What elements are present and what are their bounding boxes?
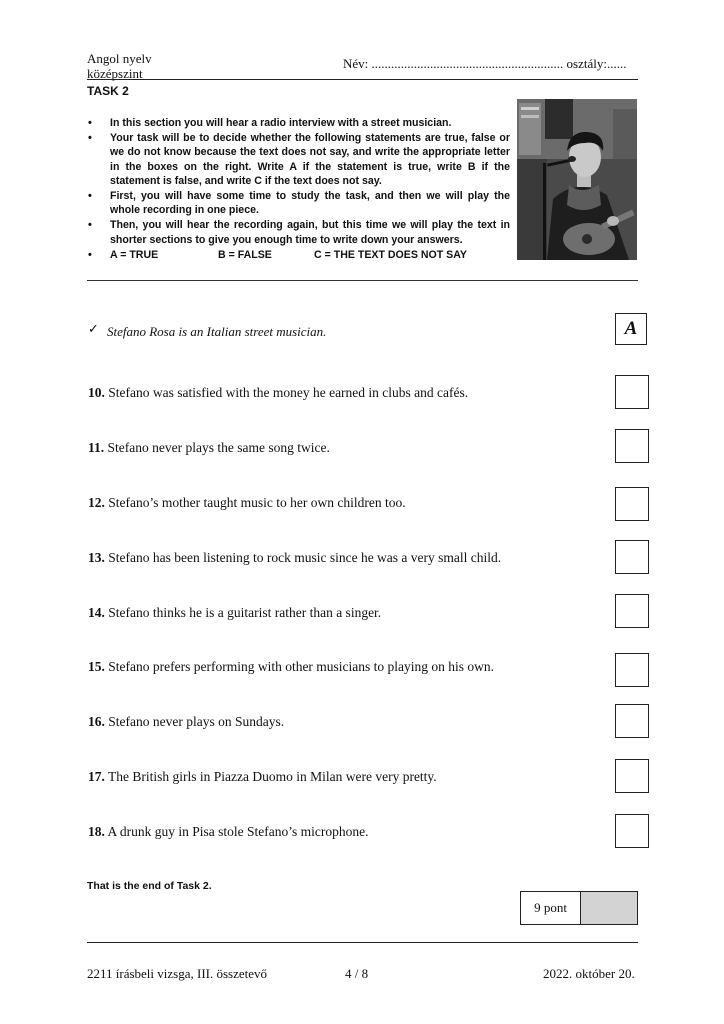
instruction-text: Your task will be to decide whether the following statements are true, false or we do not know because the text does not say, and write the appropriate letter in the boxes on the right. Write A if the statement is true, write B if the statement is false, and write C if the text does not say. — [110, 132, 510, 187]
legend-not-say: C = THE TEXT DOES NOT SAY — [314, 248, 467, 261]
example-answer-box: A — [615, 313, 647, 345]
question-text: Stefano has been listening to rock music since he was a very small child. — [104, 550, 502, 565]
question-10 — [88, 385, 468, 401]
question-text: A drunk guy in Pisa stole Stefano’s microphone. — [104, 824, 369, 839]
answer-box-15[interactable] — [615, 653, 649, 687]
answer-box-12[interactable] — [615, 487, 649, 521]
instructions-list — [88, 116, 510, 263]
question-number: 12. — [88, 495, 105, 510]
question-number: 16. — [88, 714, 105, 729]
instruction-text: Then, you will hear the recording again, but this time we will play the text in shorter sections to give you enough time to write down your answers. — [110, 219, 510, 246]
subject-label — [87, 51, 152, 81]
instruction-item — [88, 218, 510, 246]
answer-box-13[interactable] — [615, 540, 649, 574]
subject-line-2: középszint — [87, 66, 143, 81]
question-number: 17. — [88, 769, 105, 784]
task-title: TASK 2 — [87, 84, 129, 98]
answer-box-14[interactable] — [615, 594, 649, 628]
question-text: Stefano’s mother taught music to her own children too. — [104, 495, 406, 510]
question-number: 13. — [88, 550, 105, 565]
question-number: 18. — [88, 824, 105, 839]
score-box — [520, 891, 638, 925]
question-12 — [88, 495, 406, 511]
score-entry-cell[interactable] — [581, 892, 637, 924]
question-text: Stefano was satisfied with the money he earned in clubs and cafés. — [104, 385, 469, 400]
street-musician-photo — [517, 99, 637, 260]
answer-box-17[interactable] — [615, 759, 649, 793]
question-number: 14. — [88, 605, 105, 620]
question-text: Stefano thinks he is a guitarist rather than a singer. — [104, 605, 382, 620]
instruction-text: First, you will have some time to study the task, and then we will play the whole recording in one piece. — [110, 190, 510, 217]
end-of-task-text: That is the end of Task 2. — [87, 880, 212, 892]
instruction-text: In this section you will hear a radio interview with a street musician. — [110, 117, 452, 129]
answer-box-18[interactable] — [615, 814, 649, 848]
instruction-item — [88, 131, 510, 188]
score-label: 9 pont — [521, 892, 581, 924]
question-17 — [88, 769, 437, 785]
answer-legend — [88, 248, 510, 262]
header-divider — [87, 79, 638, 80]
question-18 — [88, 824, 368, 840]
footer-page-number: 4 / 8 — [345, 966, 369, 981]
question-number: 10. — [88, 385, 105, 400]
answer-box-11[interactable] — [615, 429, 649, 463]
question-15 — [88, 659, 494, 675]
instruction-item — [88, 189, 510, 217]
answer-box-10[interactable] — [615, 375, 649, 409]
legend-true: • A = TRUE — [110, 248, 159, 261]
section-divider — [87, 280, 638, 281]
answer-box-16[interactable] — [615, 704, 649, 738]
legend-false: B = FALSE — [218, 248, 272, 261]
question-number: 11. — [88, 440, 105, 455]
question-text: The British girls in Piazza Duomo in Milan were very pretty. — [104, 769, 437, 784]
question-11 — [88, 440, 330, 456]
instruction-item — [88, 116, 510, 130]
footer-exam-code: 2211 írásbeli vizsga, III. összetevő — [87, 966, 268, 981]
question-text: Stefano never plays on Sundays. — [104, 714, 285, 729]
footer-date: 2022. október 20. — [543, 966, 635, 981]
question-text: Stefano never plays the same song twice. — [104, 440, 330, 455]
question-text: Stefano prefers performing with other musicians to playing on his own. — [104, 659, 495, 674]
subject-line-1: Angol nyelv — [87, 51, 152, 66]
question-13 — [88, 550, 501, 566]
footer-divider — [87, 942, 638, 943]
example-statement: Stefano Rosa is an Italian street musician. — [107, 324, 327, 339]
checkmark-icon: ✓ — [88, 322, 99, 337]
question-16 — [88, 714, 284, 730]
question-14 — [88, 605, 381, 621]
name-class-field: Név: ........................................................... osztály:...... — [343, 56, 627, 71]
question-number: 15. — [88, 659, 105, 674]
